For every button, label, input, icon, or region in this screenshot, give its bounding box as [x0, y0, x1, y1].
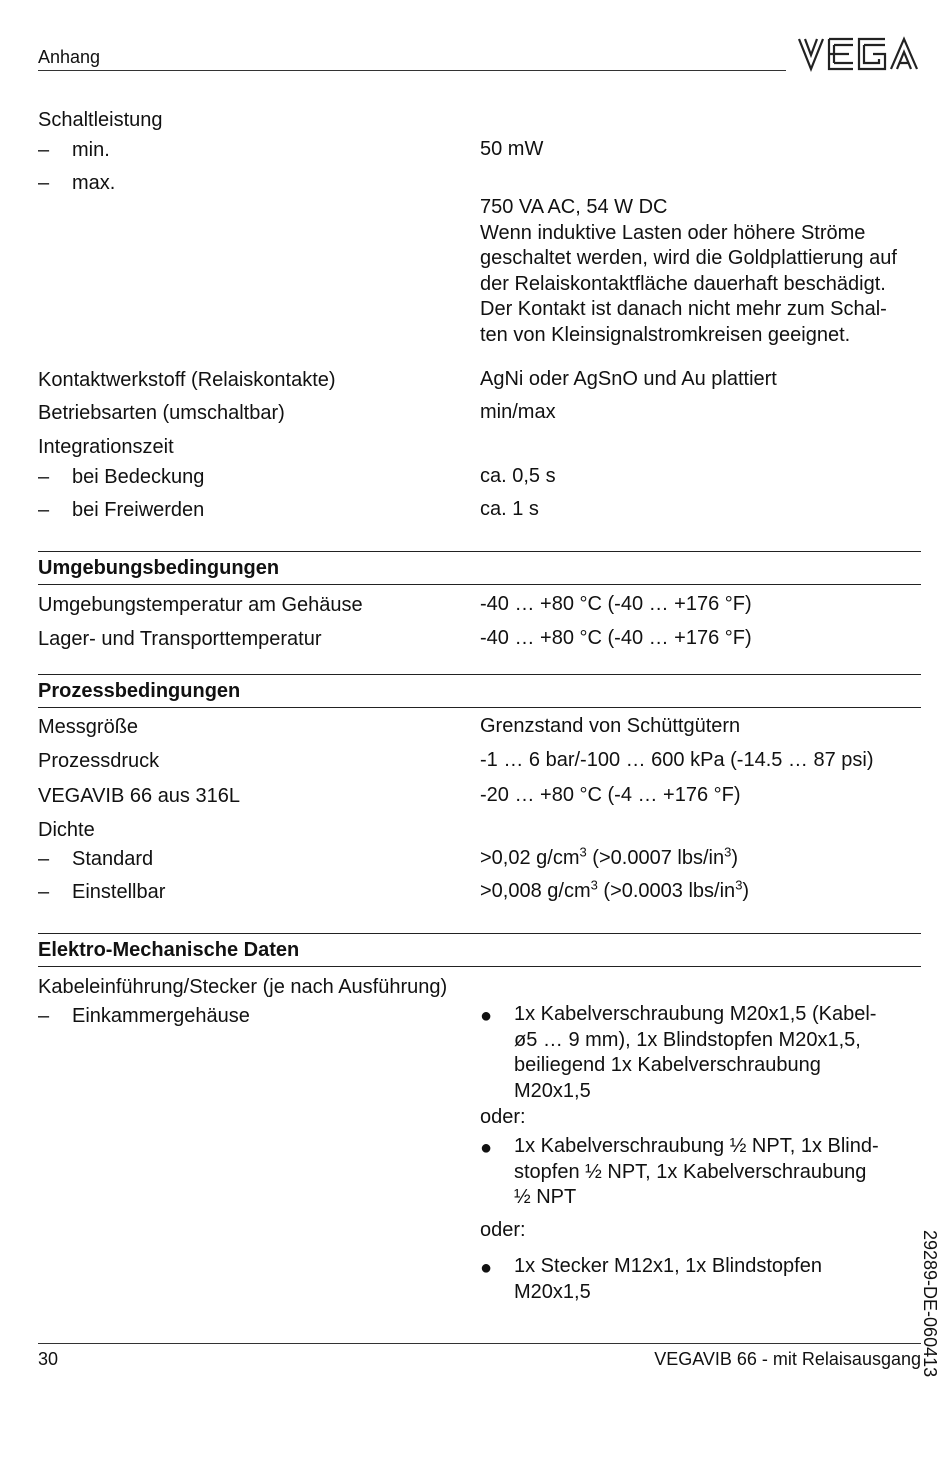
einkammer-label: Einkammergehäuse — [72, 1005, 250, 1027]
bullet-line: ø5 … 9 mm), 1x Blindstopfen M20x1,5, — [514, 1028, 861, 1051]
vegavib-value: -20 … +80 °C (-4 … +176 °F) — [480, 784, 741, 806]
standard-value — [480, 846, 925, 872]
max-note-line: Wenn induktive Lasten oder höhere Ströme — [480, 221, 866, 244]
bullet-2-text — [514, 1134, 914, 1211]
prozessdruck-value: -1 … 6 bar/-100 … 600 kPa (-14.5 … 87 psi) — [480, 749, 874, 771]
header-rule — [38, 70, 786, 71]
max-note-line: geschaltet werden, wird die Goldplattierung auf — [480, 247, 897, 269]
dichte-label: Dichte — [38, 819, 95, 841]
page-number: 30 — [38, 1349, 59, 1369]
einstellbar-value-part: >0,008 g/cm — [480, 880, 591, 902]
bullet-marker: ● — [480, 1137, 493, 1159]
einstellbar-value-part: ) — [742, 880, 750, 902]
superscript: 3 — [735, 877, 743, 893]
freiwerden-value: ca. 1 s — [480, 498, 539, 520]
bullet-line: 1x Stecker M12x1, 1x Blindstopfen — [514, 1255, 822, 1277]
standard-value-part: ) — [731, 847, 738, 869]
oder-separator: oder: — [480, 1219, 526, 1241]
bedeckung-value: ca. 0,5 s — [480, 465, 556, 487]
max-note-line: Der Kontakt ist danach nicht mehr zum Schal- — [480, 298, 887, 320]
betriebsarten-value: min/max — [480, 401, 556, 423]
werkstoff-value: AgNi oder AgSnO und Au plattiert — [480, 368, 777, 390]
dash-marker: – — [38, 881, 50, 903]
lager-temp-label: Lager- und Transporttemperatur — [38, 628, 322, 650]
max-value — [480, 195, 925, 348]
max-value-main: 750 VA AC, 54 W DC — [480, 196, 668, 218]
betriebsarten-label: Betriebsarten (umschaltbar) — [38, 402, 285, 424]
bullet-line: 1x Kabelverschraubung ½ NPT, 1x Blind- — [514, 1135, 879, 1157]
werkstoff-label: Kontaktwerkstoff (Relaiskontakte) — [38, 369, 336, 391]
kabel-label: Kabeleinführung/Stecker (je nach Ausführung) — [38, 976, 448, 998]
dash-marker: – — [38, 1005, 50, 1027]
dash-marker: – — [38, 499, 50, 521]
schaltleistung-label: Schaltleistung — [38, 109, 163, 131]
bullet-3-text — [514, 1254, 914, 1305]
einstellbar-value — [480, 879, 925, 905]
bullet-line: ½ NPT — [514, 1186, 577, 1208]
freiwerden-label: bei Freiwerden — [72, 499, 205, 521]
max-note-line: der Relaiskontaktfläche dauerhaft beschädigt. — [480, 272, 886, 295]
prozessdruck-label: Prozessdruck — [38, 750, 160, 772]
dash-marker: – — [38, 466, 50, 488]
bullet-marker: ● — [480, 1005, 493, 1027]
messgroesse-label: Messgröße — [38, 716, 139, 738]
standard-value-part: >0,02 g/cm — [480, 847, 580, 869]
bullet-marker: ● — [480, 1257, 493, 1279]
section-elektro — [38, 933, 921, 967]
document-code: 29289-DE-060413 — [920, 1230, 940, 1378]
min-label: min. — [72, 139, 110, 161]
section-umgebung — [38, 551, 921, 585]
max-label: max. — [72, 172, 116, 194]
einstellbar-label: Einstellbar — [72, 881, 166, 903]
header-section: Anhang — [38, 47, 101, 67]
superscript: 3 — [590, 877, 598, 893]
dash-marker: – — [38, 139, 50, 161]
bullet-line: stopfen ½ NPT, 1x Kabelverschraubung — [514, 1160, 867, 1183]
section-prozess — [38, 674, 921, 708]
dash-marker: – — [38, 848, 50, 870]
bullet-line: beiliegend 1x Kabelverschraubung — [514, 1054, 821, 1076]
gehaeuse-temp-label: Umgebungstemperatur am Gehäuse — [38, 594, 363, 616]
dash-marker: – — [38, 172, 50, 194]
oder-separator: oder: — [480, 1106, 526, 1128]
footer-product: VEGAVIB 66 - mit Relaisausgang — [654, 1349, 921, 1369]
section-title: Umgebungsbedingungen — [38, 557, 280, 579]
vegavib-label: VEGAVIB 66 aus 316L — [38, 785, 240, 807]
section-title: Elektro-Mechanische Daten — [38, 939, 300, 961]
standard-value-part: (>0.0007 lbs/in — [586, 847, 725, 869]
lager-temp-value: -40 … +80 °C (-40 … +176 °F) — [480, 627, 752, 649]
bullet-line: 1x Kabelverschraubung M20x1,5 (Kabel- — [514, 1003, 877, 1025]
gehaeuse-temp-value: -40 … +80 °C (-40 … +176 °F) — [480, 593, 752, 615]
max-note-line: ten von Kleinsignalstromkreisen geeignet. — [480, 323, 851, 346]
section-title: Prozessbedingungen — [38, 680, 241, 702]
footer-rule — [38, 1343, 921, 1344]
integration-label: Integrationszeit — [38, 436, 174, 458]
bullet-line: M20x1,5 — [514, 1280, 591, 1303]
bullet-line: M20x1,5 — [514, 1079, 591, 1102]
superscript: 3 — [579, 844, 587, 860]
messgroesse-value: Grenzstand von Schüttgütern — [480, 715, 741, 737]
superscript: 3 — [724, 844, 732, 860]
vega-logo — [797, 36, 921, 72]
bullet-1-text — [514, 1002, 914, 1104]
einstellbar-value-part: (>0.0003 lbs/in — [597, 880, 736, 902]
min-value: 50 mW — [480, 138, 544, 160]
bedeckung-label: bei Bedeckung — [72, 466, 205, 488]
standard-label: Standard — [72, 848, 154, 870]
